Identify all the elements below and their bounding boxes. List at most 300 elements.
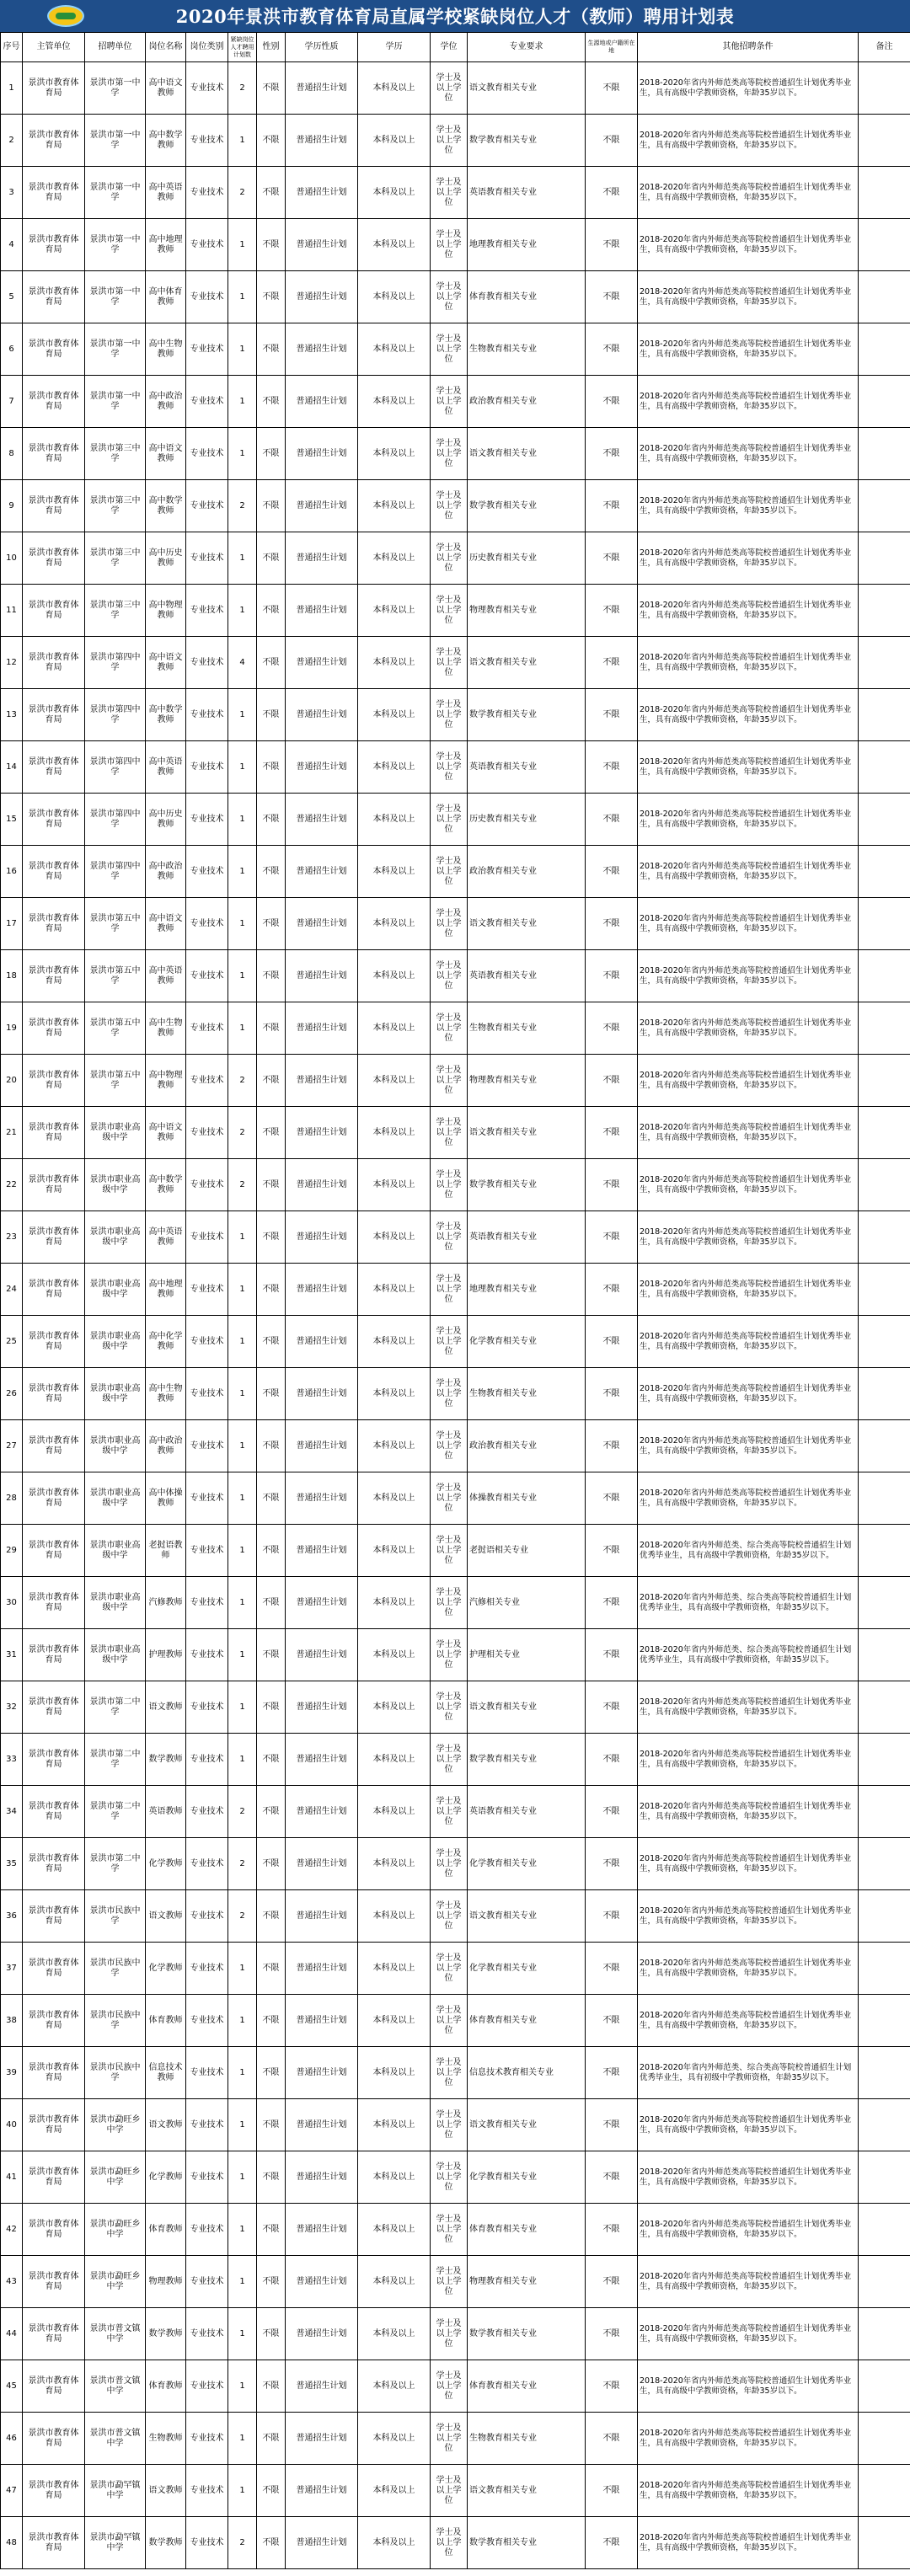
edu-cell: 本科及以上: [358, 846, 431, 898]
type-cell: 专业技术: [186, 637, 228, 689]
type-cell: 专业技术: [186, 1838, 228, 1890]
edu-cell: 本科及以上: [358, 1368, 431, 1420]
nature-cell: 普通招生计划: [286, 62, 358, 115]
degree-cell: 学士及以上学位: [431, 1159, 468, 1211]
conditions-cell: 2018-2020年省内外师范类高等院校普通招生计划优秀毕业生，具有高级中学教师资格，年龄35岁以下。: [638, 1211, 859, 1264]
edu-cell: 本科及以上: [358, 428, 431, 480]
major-cell: 历史教育相关专业: [468, 532, 586, 585]
gender-cell: 不限: [257, 950, 286, 1002]
count-cell: 1: [228, 794, 257, 846]
edu-cell: 本科及以上: [358, 1525, 431, 1577]
nature-cell: 普通招生计划: [286, 115, 358, 167]
col-header: 学历性质: [286, 33, 358, 62]
col-header: 序号: [1, 33, 23, 62]
origin-cell: 不限: [586, 1734, 638, 1786]
conditions-cell: 2018-2020年省内外师范类高等院校普通招生计划优秀毕业生，具有高级中学教师资格，年龄35岁以下。: [638, 794, 859, 846]
conditions-cell: 2018-2020年省内外师范类高等院校普通招生计划优秀毕业生，具有高级中学教师资格，年龄35岁以下。: [638, 2360, 859, 2413]
origin-cell: 不限: [586, 62, 638, 115]
nature-cell: 普通招生计划: [286, 846, 358, 898]
dept-cell: 景洪市教育体育局: [23, 115, 85, 167]
note-cell: [859, 1316, 910, 1368]
degree-cell: 学士及以上学位: [431, 2413, 468, 2465]
dept-cell: 景洪市教育体育局: [23, 2517, 85, 2569]
table-body: [1, 62, 910, 2569]
unit-cell: 景洪市普文镇中学: [85, 2413, 146, 2465]
type-cell: 专业技术: [186, 1995, 228, 2047]
table-row: [1, 1995, 910, 2047]
nature-cell: 普通招生计划: [286, 1838, 358, 1890]
major-cell: 生物教育相关专业: [468, 2413, 586, 2465]
nature-cell: 普通招生计划: [286, 637, 358, 689]
count-cell: 4: [228, 637, 257, 689]
dept-cell: 景洪市教育体育局: [23, 219, 85, 271]
note-cell: [859, 1472, 910, 1525]
col-header: 专业要求: [468, 33, 586, 62]
table-row: [1, 2465, 910, 2517]
dept-cell: 景洪市教育体育局: [23, 1159, 85, 1211]
unit-cell: 景洪市勐旺乡中学: [85, 2204, 146, 2256]
dept-cell: 景洪市教育体育局: [23, 1786, 85, 1838]
dept-cell: 景洪市教育体育局: [23, 480, 85, 532]
conditions-cell: 2018-2020年省内外师范类高等院校普通招生计划优秀毕业生，具有高级中学教师资格，年龄35岁以下。: [638, 1734, 859, 1786]
unit-cell: 景洪市职业高级中学: [85, 1107, 146, 1159]
degree-cell: 学士及以上学位: [431, 532, 468, 585]
unit-cell: 景洪市民族中学: [85, 1943, 146, 1995]
dept-cell: 景洪市教育体育局: [23, 741, 85, 794]
count-cell: 2: [228, 1838, 257, 1890]
dept-cell: 景洪市教育体育局: [23, 1055, 85, 1107]
nature-cell: 普通招生计划: [286, 2308, 358, 2360]
count-cell: 1: [228, 323, 257, 376]
note-cell: [859, 1995, 910, 2047]
unit-cell: 景洪市普文镇中学: [85, 2308, 146, 2360]
unit-cell: 景洪市勐罕镇中学: [85, 2465, 146, 2517]
dept-cell: 景洪市教育体育局: [23, 1943, 85, 1995]
conditions-cell: 2018-2020年省内外师范类高等院校普通招生计划优秀毕业生，具有高级中学教师资格，年龄35岁以下。: [638, 1943, 859, 1995]
count-cell: 1: [228, 689, 257, 741]
dept-cell: 景洪市教育体育局: [23, 2256, 85, 2308]
dept-cell: 景洪市教育体育局: [23, 1211, 85, 1264]
dept-cell: 景洪市教育体育局: [23, 689, 85, 741]
col-header: 紧缺岗位人才聘用计划数: [228, 33, 257, 62]
major-cell: 英语教育相关专业: [468, 1211, 586, 1264]
edu-cell: 本科及以上: [358, 1472, 431, 1525]
nature-cell: 普通招生计划: [286, 2256, 358, 2308]
degree-cell: 学士及以上学位: [431, 741, 468, 794]
note-cell: [859, 2360, 910, 2413]
conditions-cell: 2018-2020年省内外师范类高等院校普通招生计划优秀毕业生，具有高级中学教师资格，年龄35岁以下。: [638, 741, 859, 794]
origin-cell: 不限: [586, 1995, 638, 2047]
recruitment-table: [0, 32, 910, 2569]
dept-cell: 景洪市教育体育局: [23, 167, 85, 219]
gender-cell: 不限: [257, 689, 286, 741]
note-cell: [859, 1525, 910, 1577]
type-cell: 专业技术: [186, 1159, 228, 1211]
major-cell: 地理教育相关专业: [468, 1264, 586, 1316]
note-cell: [859, 2047, 910, 2099]
nature-cell: 普通招生计划: [286, 1943, 358, 1995]
nature-cell: 普通招生计划: [286, 2099, 358, 2151]
note-cell: [859, 2256, 910, 2308]
post-cell: 高中英语教师: [146, 167, 186, 219]
origin-cell: 不限: [586, 1577, 638, 1629]
table-row: [1, 1055, 910, 1107]
nature-cell: 普通招生计划: [286, 1995, 358, 2047]
type-cell: 专业技术: [186, 2517, 228, 2569]
gender-cell: 不限: [257, 1472, 286, 1525]
row-number: 16: [1, 846, 23, 898]
count-cell: 1: [228, 950, 257, 1002]
conditions-cell: 2018-2020年省内外师范类高等院校普通招生计划优秀毕业生，具有高级中学教师资格，年龄35岁以下。: [638, 2256, 859, 2308]
note-cell: [859, 271, 910, 323]
dept-cell: 景洪市教育体育局: [23, 2151, 85, 2204]
gender-cell: 不限: [257, 1681, 286, 1734]
conditions-cell: 2018-2020年省内外师范类、综合类高等院校普通招生计划优秀毕业生，具有高级中学教师资格，年龄35岁以下。: [638, 1577, 859, 1629]
gender-cell: 不限: [257, 1525, 286, 1577]
post-cell: 高中体操教师: [146, 1472, 186, 1525]
origin-cell: 不限: [586, 2204, 638, 2256]
row-number: 13: [1, 689, 23, 741]
type-cell: 专业技术: [186, 2413, 228, 2465]
conditions-cell: 2018-2020年省内外师范类高等院校普通招生计划优秀毕业生，具有高级中学教师资格，年龄35岁以下。: [638, 1159, 859, 1211]
gender-cell: 不限: [257, 585, 286, 637]
nature-cell: 普通招生计划: [286, 428, 358, 480]
nature-cell: 普通招生计划: [286, 1055, 358, 1107]
dept-cell: 景洪市教育体育局: [23, 1316, 85, 1368]
type-cell: 专业技术: [186, 585, 228, 637]
table-row: [1, 1211, 910, 1264]
degree-cell: 学士及以上学位: [431, 1577, 468, 1629]
major-cell: 化学教育相关专业: [468, 2151, 586, 2204]
gender-cell: 不限: [257, 2151, 286, 2204]
unit-cell: 景洪市民族中学: [85, 1995, 146, 2047]
dept-cell: 景洪市教育体育局: [23, 1681, 85, 1734]
conditions-cell: 2018-2020年省内外师范类高等院校普通招生计划优秀毕业生，具有高级中学教师资格，年龄35岁以下。: [638, 1316, 859, 1368]
major-cell: 地理教育相关专业: [468, 219, 586, 271]
unit-cell: 景洪市勐旺乡中学: [85, 2151, 146, 2204]
conditions-cell: 2018-2020年省内外师范类、综合类高等院校普通招生计划优秀毕业生，具有高级中学教师资格，年龄35岁以下。: [638, 1525, 859, 1577]
origin-cell: 不限: [586, 1786, 638, 1838]
table-row: [1, 1577, 910, 1629]
edu-cell: 本科及以上: [358, 1943, 431, 1995]
origin-cell: 不限: [586, 2308, 638, 2360]
post-cell: 物理教师: [146, 2256, 186, 2308]
dept-cell: 景洪市教育体育局: [23, 2308, 85, 2360]
table-row: [1, 794, 910, 846]
note-cell: [859, 1055, 910, 1107]
count-cell: 1: [228, 741, 257, 794]
post-cell: 高中政治教师: [146, 846, 186, 898]
table-header-row: [1, 33, 910, 62]
nature-cell: 普通招生计划: [286, 1002, 358, 1055]
note-cell: [859, 2099, 910, 2151]
major-cell: 数学教育相关专业: [468, 480, 586, 532]
nature-cell: 普通招生计划: [286, 898, 358, 950]
type-cell: 专业技术: [186, 1786, 228, 1838]
note-cell: [859, 1943, 910, 1995]
nature-cell: 普通招生计划: [286, 1629, 358, 1681]
major-cell: 数学教育相关专业: [468, 1734, 586, 1786]
row-number: 8: [1, 428, 23, 480]
post-cell: 高中政治教师: [146, 1420, 186, 1472]
type-cell: 专业技术: [186, 741, 228, 794]
edu-cell: 本科及以上: [358, 585, 431, 637]
row-number: 42: [1, 2204, 23, 2256]
unit-cell: 景洪市第三中学: [85, 428, 146, 480]
dept-cell: 景洪市教育体育局: [23, 2204, 85, 2256]
row-number: 36: [1, 1890, 23, 1943]
gender-cell: 不限: [257, 1159, 286, 1211]
type-cell: 专业技术: [186, 271, 228, 323]
gender-cell: 不限: [257, 480, 286, 532]
origin-cell: 不限: [586, 1211, 638, 1264]
row-number: 25: [1, 1316, 23, 1368]
row-number: 1: [1, 62, 23, 115]
count-cell: 1: [228, 2413, 257, 2465]
post-cell: 化学教师: [146, 1838, 186, 1890]
gender-cell: 不限: [257, 1943, 286, 1995]
table-row: [1, 1002, 910, 1055]
edu-cell: 本科及以上: [358, 741, 431, 794]
post-cell: 高中地理教师: [146, 219, 186, 271]
type-cell: 专业技术: [186, 2256, 228, 2308]
dept-cell: 景洪市教育体育局: [23, 376, 85, 428]
logo-icon: [47, 5, 84, 27]
unit-cell: 景洪市第三中学: [85, 480, 146, 532]
table-row: [1, 1264, 910, 1316]
type-cell: 专业技术: [186, 62, 228, 115]
row-number: 17: [1, 898, 23, 950]
edu-cell: 本科及以上: [358, 2413, 431, 2465]
dept-cell: 景洪市教育体育局: [23, 428, 85, 480]
row-number: 28: [1, 1472, 23, 1525]
nature-cell: 普通招生计划: [286, 1159, 358, 1211]
count-cell: 1: [228, 2256, 257, 2308]
row-number: 38: [1, 1995, 23, 2047]
conditions-cell: 2018-2020年省内外师范类高等院校普通招生计划优秀毕业生，具有高级中学教师资格，年龄35岁以下。: [638, 323, 859, 376]
post-cell: 高中数学教师: [146, 115, 186, 167]
origin-cell: 不限: [586, 2256, 638, 2308]
note-cell: [859, 1264, 910, 1316]
post-cell: 化学教师: [146, 2151, 186, 2204]
degree-cell: 学士及以上学位: [431, 1368, 468, 1420]
unit-cell: 景洪市第一中学: [85, 323, 146, 376]
count-cell: 1: [228, 2465, 257, 2517]
unit-cell: 景洪市民族中学: [85, 1890, 146, 1943]
unit-cell: 景洪市职业高级中学: [85, 1629, 146, 1681]
conditions-cell: 2018-2020年省内外师范类高等院校普通招生计划优秀毕业生，具有高级中学教师资格，年龄35岁以下。: [638, 1681, 859, 1734]
edu-cell: 本科及以上: [358, 2360, 431, 2413]
origin-cell: 不限: [586, 846, 638, 898]
count-cell: 2: [228, 1890, 257, 1943]
gender-cell: 不限: [257, 2413, 286, 2465]
gender-cell: 不限: [257, 376, 286, 428]
post-cell: 高中英语教师: [146, 741, 186, 794]
origin-cell: 不限: [586, 1264, 638, 1316]
origin-cell: 不限: [586, 1107, 638, 1159]
dept-cell: 景洪市教育体育局: [23, 1420, 85, 1472]
gender-cell: 不限: [257, 2360, 286, 2413]
table-row: [1, 1159, 910, 1211]
major-cell: 化学教育相关专业: [468, 1838, 586, 1890]
row-number: 12: [1, 637, 23, 689]
degree-cell: 学士及以上学位: [431, 1316, 468, 1368]
conditions-cell: 2018-2020年省内外师范类高等院校普通招生计划优秀毕业生，具有高级中学教师资格，年龄35岁以下。: [638, 2413, 859, 2465]
row-number: 19: [1, 1002, 23, 1055]
nature-cell: 普通招生计划: [286, 323, 358, 376]
post-cell: 高中生物教师: [146, 1368, 186, 1420]
origin-cell: 不限: [586, 115, 638, 167]
edu-cell: 本科及以上: [358, 2047, 431, 2099]
unit-cell: 景洪市勐旺乡中学: [85, 2256, 146, 2308]
gender-cell: 不限: [257, 1002, 286, 1055]
unit-cell: 景洪市职业高级中学: [85, 1211, 146, 1264]
degree-cell: 学士及以上学位: [431, 2047, 468, 2099]
major-cell: 体操教育相关专业: [468, 1472, 586, 1525]
nature-cell: 普通招生计划: [286, 2413, 358, 2465]
post-cell: 高中地理教师: [146, 1264, 186, 1316]
type-cell: 专业技术: [186, 2204, 228, 2256]
nature-cell: 普通招生计划: [286, 1316, 358, 1368]
gender-cell: 不限: [257, 428, 286, 480]
type-cell: 专业技术: [186, 794, 228, 846]
note-cell: [859, 2465, 910, 2517]
post-cell: 语文教师: [146, 2465, 186, 2517]
origin-cell: 不限: [586, 376, 638, 428]
type-cell: 专业技术: [186, 1890, 228, 1943]
gender-cell: 不限: [257, 1055, 286, 1107]
gender-cell: 不限: [257, 2308, 286, 2360]
degree-cell: 学士及以上学位: [431, 1107, 468, 1159]
conditions-cell: 2018-2020年省内外师范类、综合类高等院校普通招生计划优秀毕业生，具有初级中学教师资格，年龄35岁以下。: [638, 2047, 859, 2099]
note-cell: [859, 2517, 910, 2569]
major-cell: 语文教育相关专业: [468, 1681, 586, 1734]
origin-cell: 不限: [586, 1629, 638, 1681]
origin-cell: 不限: [586, 1159, 638, 1211]
type-cell: 专业技术: [186, 846, 228, 898]
type-cell: 专业技术: [186, 219, 228, 271]
table-row: [1, 271, 910, 323]
gender-cell: 不限: [257, 1211, 286, 1264]
unit-cell: 景洪市民族中学: [85, 2047, 146, 2099]
note-cell: [859, 741, 910, 794]
col-header: 学历: [358, 33, 431, 62]
table-row: [1, 1472, 910, 1525]
nature-cell: 普通招生计划: [286, 1420, 358, 1472]
count-cell: 2: [228, 2517, 257, 2569]
dept-cell: 景洪市教育体育局: [23, 532, 85, 585]
count-cell: 1: [228, 1316, 257, 1368]
nature-cell: 普通招生计划: [286, 1577, 358, 1629]
unit-cell: 景洪市第一中学: [85, 219, 146, 271]
origin-cell: 不限: [586, 1002, 638, 1055]
major-cell: 语文教育相关专业: [468, 1107, 586, 1159]
row-number: 14: [1, 741, 23, 794]
row-number: 45: [1, 2360, 23, 2413]
post-cell: 体育教师: [146, 2204, 186, 2256]
table-row: [1, 115, 910, 167]
count-cell: 1: [228, 219, 257, 271]
edu-cell: 本科及以上: [358, 1995, 431, 2047]
nature-cell: 普通招生计划: [286, 689, 358, 741]
unit-cell: 景洪市第四中学: [85, 637, 146, 689]
row-number: 43: [1, 2256, 23, 2308]
unit-cell: 景洪市勐罕镇中学: [85, 2517, 146, 2569]
conditions-cell: 2018-2020年省内外师范类高等院校普通招生计划优秀毕业生，具有高级中学教师资格，年龄35岁以下。: [638, 2517, 859, 2569]
table-row: [1, 1316, 910, 1368]
dept-cell: 景洪市教育体育局: [23, 637, 85, 689]
gender-cell: 不限: [257, 1786, 286, 1838]
type-cell: 专业技术: [186, 323, 228, 376]
page-title: 2020年景洪市教育体育局直属学校紧缺岗位人才（教师）聘用计划表: [175, 6, 735, 27]
edu-cell: 本科及以上: [358, 271, 431, 323]
type-cell: 专业技术: [186, 1577, 228, 1629]
post-cell: 体育教师: [146, 1995, 186, 2047]
major-cell: 体育教育相关专业: [468, 271, 586, 323]
gender-cell: 不限: [257, 1368, 286, 1420]
origin-cell: 不限: [586, 950, 638, 1002]
conditions-cell: 2018-2020年省内外师范类高等院校普通招生计划优秀毕业生，具有高级中学教师资格，年龄35岁以下。: [638, 1002, 859, 1055]
edu-cell: 本科及以上: [358, 1420, 431, 1472]
major-cell: 物理教育相关专业: [468, 2256, 586, 2308]
origin-cell: 不限: [586, 2413, 638, 2465]
degree-cell: 学士及以上学位: [431, 2465, 468, 2517]
count-cell: 1: [228, 1629, 257, 1681]
gender-cell: 不限: [257, 1890, 286, 1943]
conditions-cell: 2018-2020年省内外师范类高等院校普通招生计划优秀毕业生，具有高级中学教师资格，年龄35岁以下。: [638, 2099, 859, 2151]
row-number: 29: [1, 1525, 23, 1577]
degree-cell: 学士及以上学位: [431, 2308, 468, 2360]
edu-cell: 本科及以上: [358, 898, 431, 950]
gender-cell: 不限: [257, 271, 286, 323]
type-cell: 专业技术: [186, 480, 228, 532]
degree-cell: 学士及以上学位: [431, 689, 468, 741]
gender-cell: 不限: [257, 2256, 286, 2308]
unit-cell: 景洪市第四中学: [85, 794, 146, 846]
degree-cell: 学士及以上学位: [431, 1629, 468, 1681]
dept-cell: 景洪市教育体育局: [23, 1995, 85, 2047]
edu-cell: 本科及以上: [358, 1211, 431, 1264]
conditions-cell: 2018-2020年省内外师范类高等院校普通招生计划优秀毕业生，具有高级中学教师资格，年龄35岁以下。: [638, 1838, 859, 1890]
row-number: 44: [1, 2308, 23, 2360]
nature-cell: 普通招生计划: [286, 480, 358, 532]
type-cell: 专业技术: [186, 2465, 228, 2517]
table-row: [1, 741, 910, 794]
note-cell: [859, 480, 910, 532]
major-cell: 数学教育相关专业: [468, 115, 586, 167]
unit-cell: 景洪市第一中学: [85, 376, 146, 428]
edu-cell: 本科及以上: [358, 1055, 431, 1107]
conditions-cell: 2018-2020年省内外师范类高等院校普通招生计划优秀毕业生，具有高级中学教师资格，年龄35岁以下。: [638, 1420, 859, 1472]
row-number: 32: [1, 1681, 23, 1734]
row-number: 23: [1, 1211, 23, 1264]
type-cell: 专业技术: [186, 1943, 228, 1995]
dept-cell: 景洪市教育体育局: [23, 323, 85, 376]
type-cell: 专业技术: [186, 115, 228, 167]
row-number: 27: [1, 1420, 23, 1472]
dept-cell: 景洪市教育体育局: [23, 1629, 85, 1681]
degree-cell: 学士及以上学位: [431, 585, 468, 637]
nature-cell: 普通招生计划: [286, 1734, 358, 1786]
degree-cell: 学士及以上学位: [431, 1995, 468, 2047]
table-row: [1, 2308, 910, 2360]
edu-cell: 本科及以上: [358, 637, 431, 689]
count-cell: 1: [228, 1525, 257, 1577]
unit-cell: 景洪市普文镇中学: [85, 2360, 146, 2413]
col-header: 岗位类别: [186, 33, 228, 62]
count-cell: 1: [228, 2151, 257, 2204]
nature-cell: 普通招生计划: [286, 585, 358, 637]
